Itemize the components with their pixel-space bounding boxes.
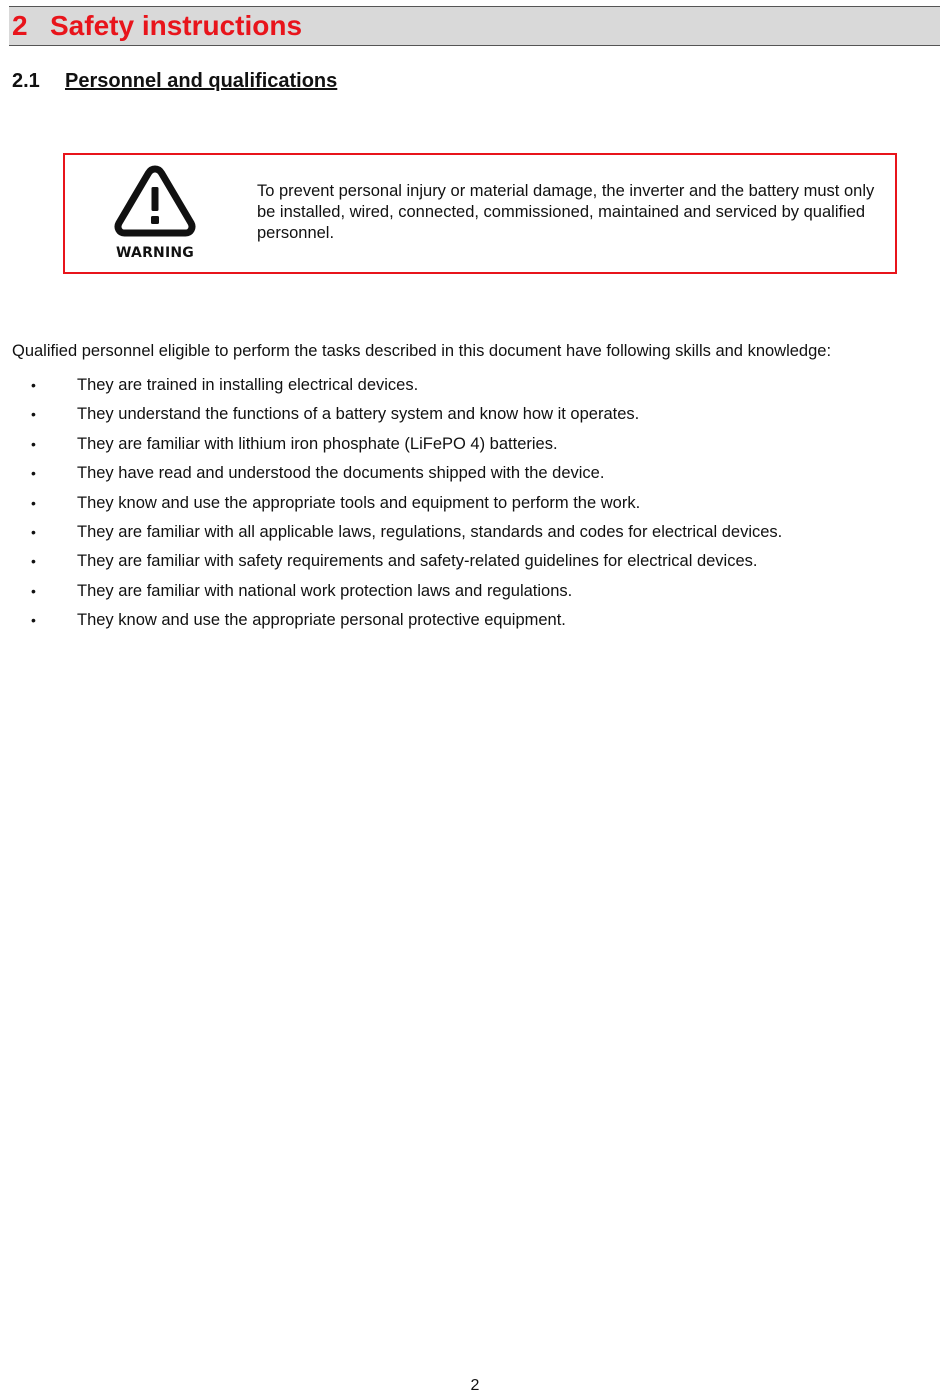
- list-item-text: They know and use the appropriate tools and equipment to perform the work.: [77, 493, 641, 512]
- list-item-text: They are familiar with all applicable laws, regulations, standards and codes for electrical devices.: [77, 522, 783, 541]
- list-item-text: They understand the functions of a battery system and know how it operates.: [77, 405, 640, 424]
- section-number: 2: [12, 10, 28, 41]
- section-heading: [9, 6, 940, 46]
- bullet-icon: •: [31, 553, 36, 570]
- bullet-icon: •: [31, 406, 36, 423]
- bullet-icon: •: [31, 435, 36, 452]
- subsection-heading: [12, 70, 337, 93]
- bullet-icon: •: [31, 377, 36, 393]
- list-item-text: They are familiar with lithium iron phosphate (LiFePO 4) batteries.: [77, 434, 558, 453]
- page-number: 2: [470, 1377, 480, 1394]
- bullet-icon: •: [31, 523, 36, 540]
- section-title: Safety instructions: [50, 10, 303, 41]
- subsection-title: Personnel and qualifications: [65, 70, 338, 92]
- warning-text: To prevent personal injury or material damage, the inverter and the battery must only be installed, wired, connected, commissioned, maintained and serviced by qualified personnel.: [257, 182, 875, 242]
- list-item-text: They are familiar with safety requirements and safety-related guidelines for electrical devices.: [77, 552, 758, 571]
- bullet-icon: •: [31, 612, 36, 629]
- warning-label: WARNING: [116, 245, 194, 261]
- bullet-icon: •: [31, 465, 36, 482]
- subsection-number: 2.1: [12, 70, 40, 92]
- warning-triangle-shape: [113, 163, 197, 241]
- list-item-text: They are familiar with national work protection laws and regulations.: [77, 581, 573, 600]
- bullet-icon: •: [31, 582, 36, 599]
- warning-triangle-icon: [113, 163, 197, 267]
- list-item-text: They have read and understood the documents shipped with the device.: [77, 464, 605, 483]
- warning-box: [63, 153, 897, 274]
- bullet-icon: •: [31, 494, 36, 511]
- intro-paragraph: Qualified personnel eligible to perform the tasks described in this document have following skills and knowledge:: [12, 342, 832, 360]
- list-item-text: They know and use the appropriate personal protective equipment.: [77, 611, 566, 630]
- list-item-text: They are trained in installing electrical devices.: [77, 376, 419, 394]
